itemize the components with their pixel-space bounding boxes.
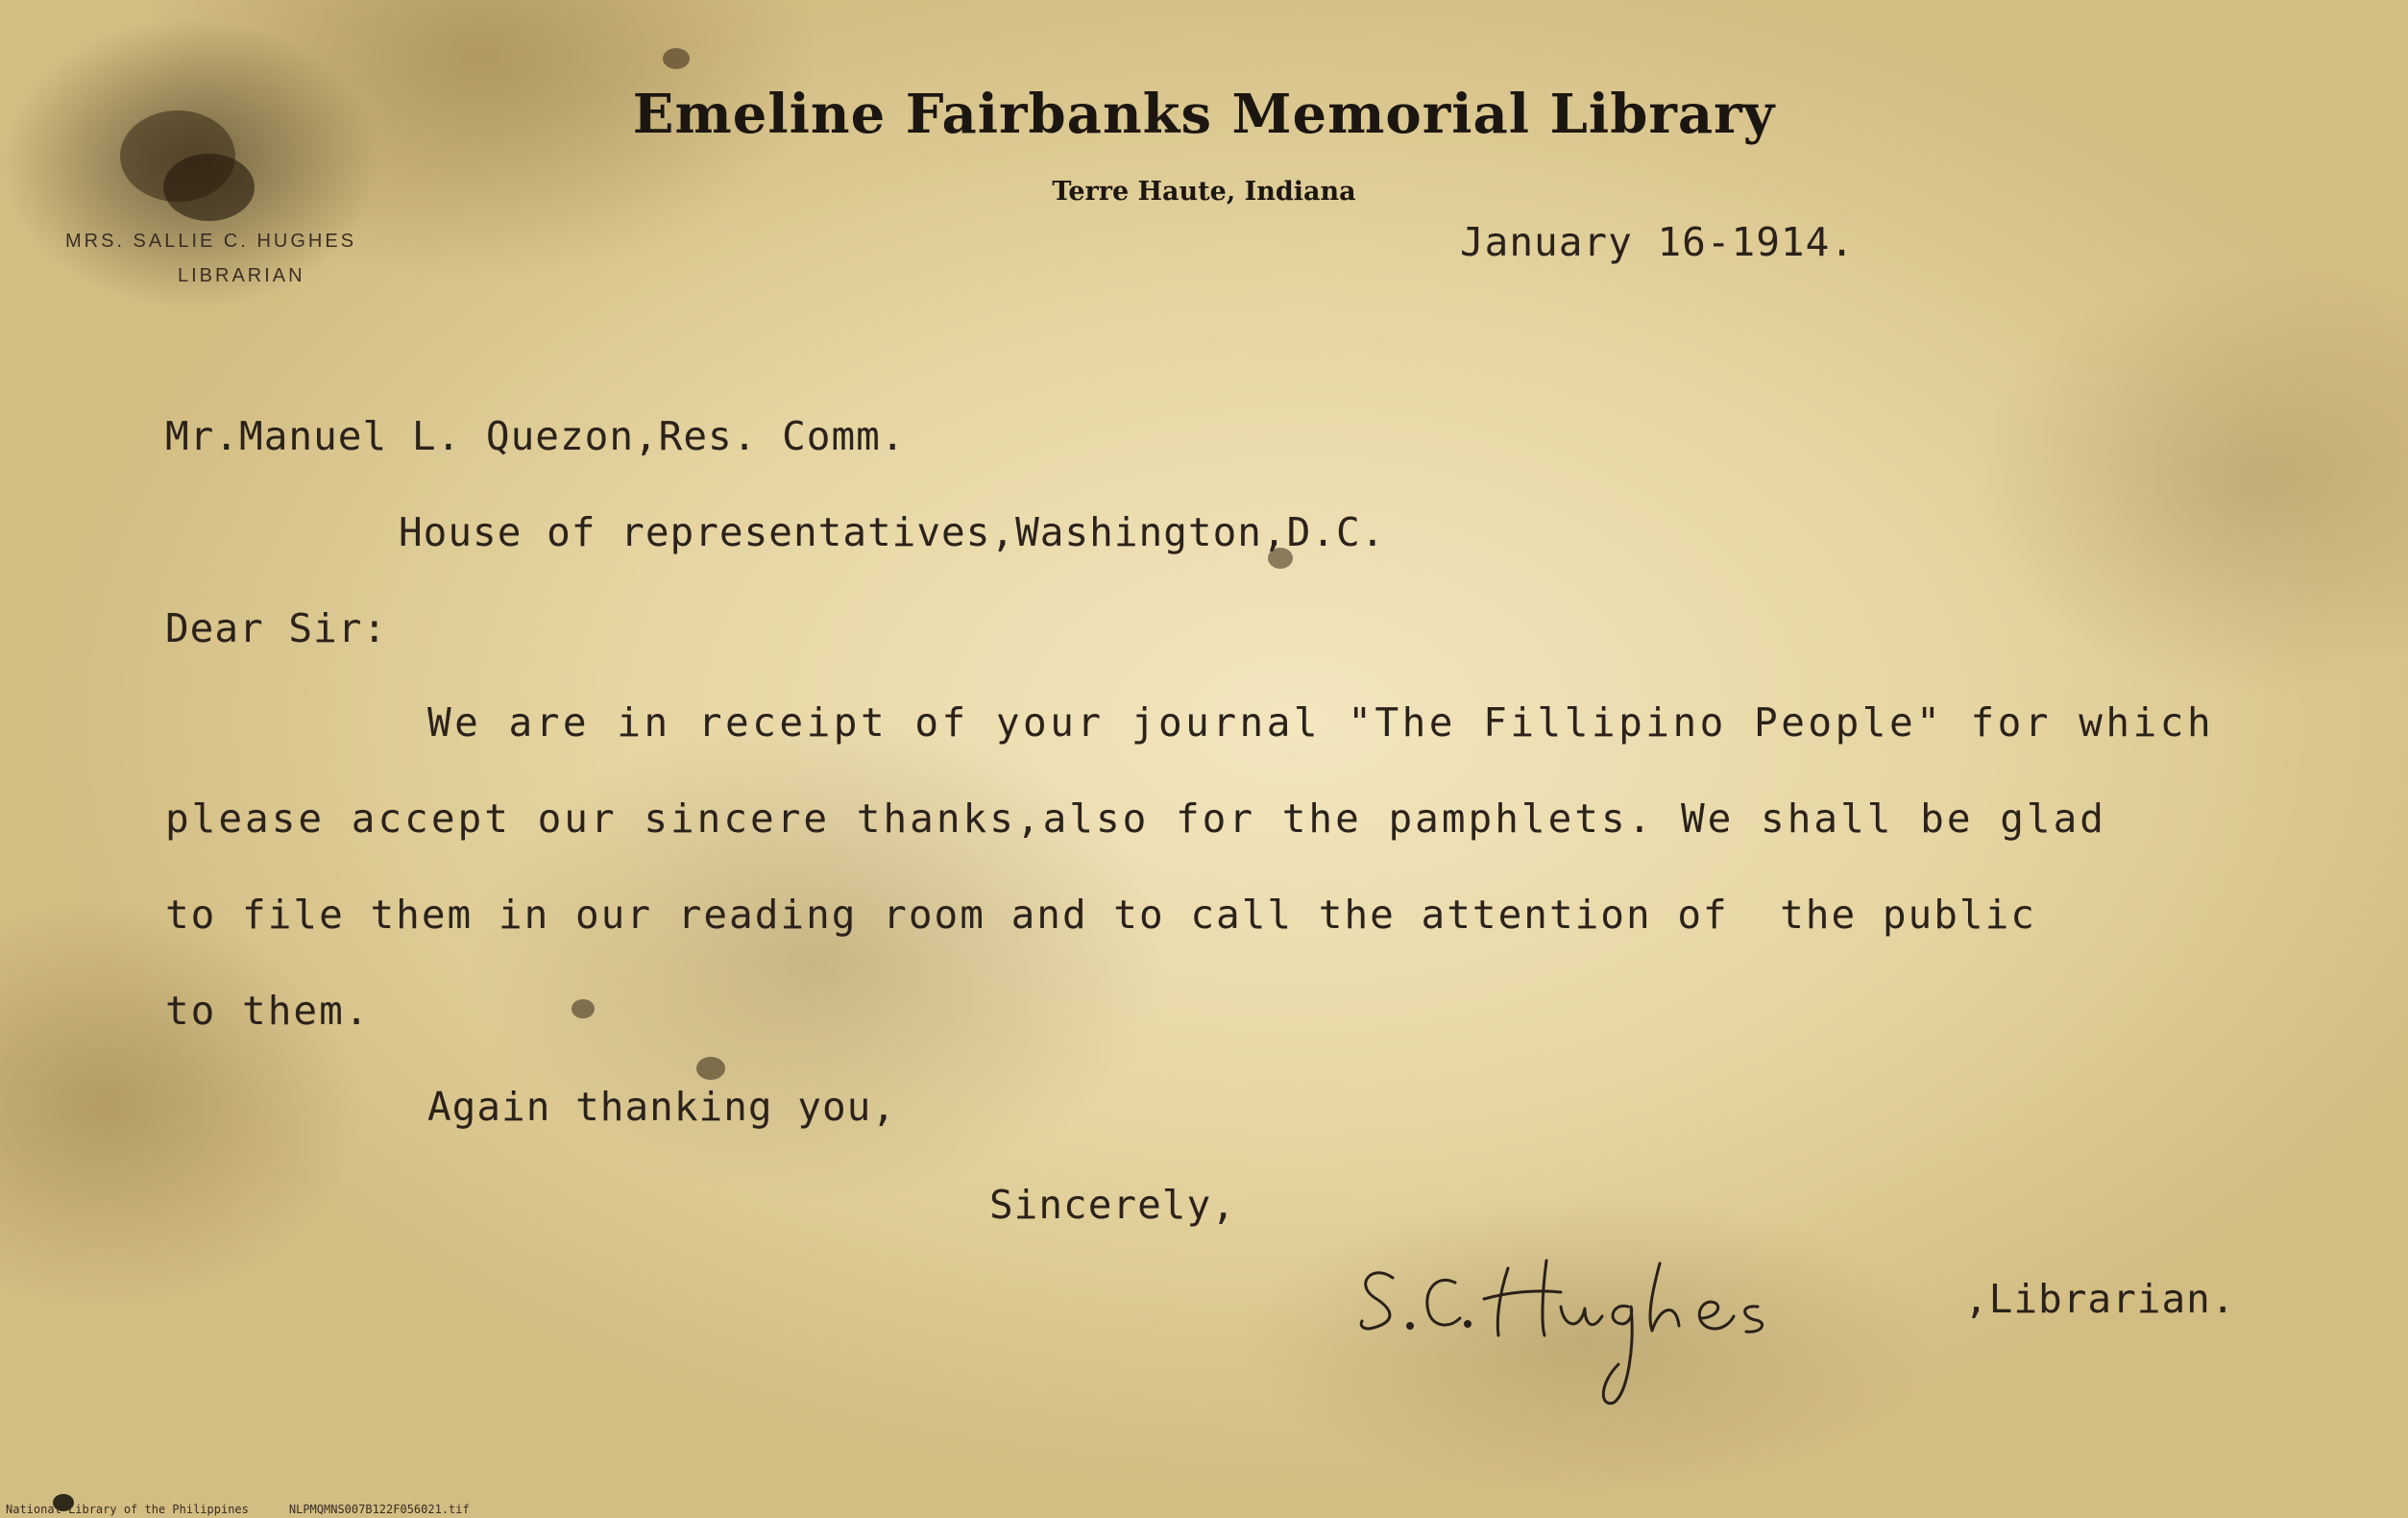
body-line-4: to them. [165,988,371,1034]
librarian-title: LIBRARIAN [178,265,305,286]
librarian-name: MRS. SALLIE C. HUGHES [65,231,357,252]
archive-footer [6,1503,510,1516]
ink-stain [663,48,690,69]
salutation: Dear Sir: [165,605,388,651]
ink-stain [696,1057,725,1080]
valediction: Sincerely, [989,1182,1236,1228]
archive-filename: NLPMQMNS007B122F056021.tif [288,1503,470,1516]
letter-date: January 16-1914. [1460,219,1855,265]
ink-stain [572,999,595,1018]
body-line-1: We are in receipt of your journal "The Fillipino People" for which [427,699,2215,746]
recipient-line-1: Mr.Manuel L. Quezon,Res. Comm. [165,413,906,459]
signer-title: ,Librarian. [1964,1276,2236,1322]
recipient-line-2: House of representatives,Washington,D.C. [399,509,1386,555]
closing-line: Again thanking you, [427,1084,896,1130]
body-line-3: to file them in our reading room and to call the attention of the public [165,892,2036,938]
archive-institution: National Library of the Philippines [6,1503,249,1516]
body-line-2: please accept our sincere thanks,also for the pamphlets. We shall be glad [165,796,2106,842]
letterhead-city: Terre Haute, Indiana [1052,177,1356,207]
letterhead-title: Emeline Fairbanks Memorial Library [632,83,1776,146]
handwritten-signature [1354,1239,1902,1412]
